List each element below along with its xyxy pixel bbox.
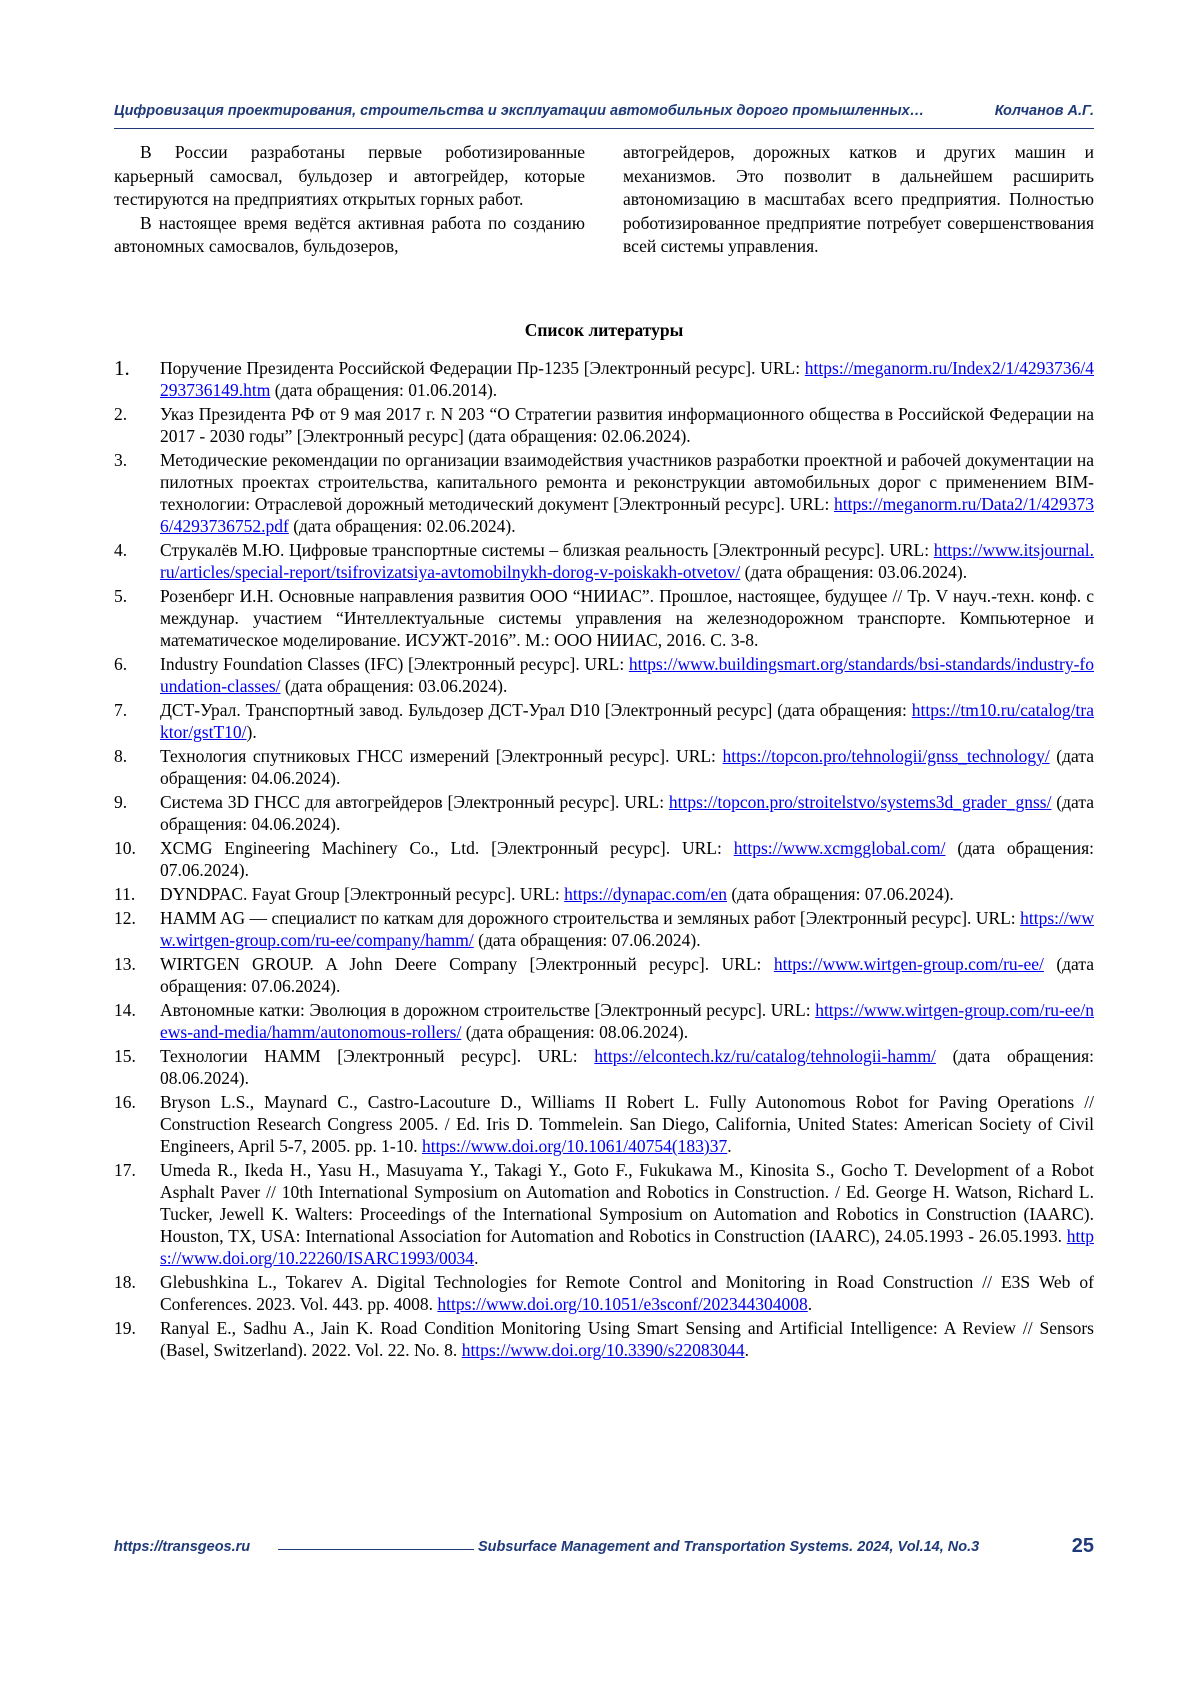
reference-text	[160, 403, 1094, 447]
reference-access-date: (дата обращения: 08.06.2024).	[461, 1022, 688, 1042]
reference-number: 2.	[114, 403, 160, 447]
reference-text	[160, 907, 1094, 951]
reference-text	[160, 585, 1094, 651]
reference-access-date: ).	[247, 722, 257, 742]
reference-access-date: (дата обращения: 04.06.2024).	[160, 746, 1094, 788]
page-number: 25	[1072, 1535, 1094, 1558]
reference-url-link[interactable]: https://dynapac.com/en	[564, 884, 727, 904]
reference-access-date: (дата обращения: 03.06.2024).	[281, 676, 508, 696]
reference-item	[114, 1271, 1094, 1315]
reference-citation: Bryson L.S., Maynard C., Castro-Lacouture D., Williams II Robert L. Fully Autonomous Robot for Paving Operations // Construction Research Congress 2005. / Ed. Iris D. Tommelein. San Diego, California, United States: American Society of Civil Engineers, April 5-7, 2005. pp. 1-10.	[160, 1092, 1094, 1156]
reference-number: 11.	[114, 883, 160, 905]
reference-number: 17.	[114, 1159, 160, 1269]
reference-item	[114, 907, 1094, 951]
intro-paragraph: В настоящее время ведётся активная работа по созданию автономных самосвалов, бульдозеров,	[114, 212, 585, 259]
reference-citation: Поручение Президента Российской Федерации Пр-1235 [Электронный ресурс]. URL:	[160, 358, 805, 378]
reference-text	[160, 837, 1094, 881]
reference-text	[160, 1159, 1094, 1269]
reference-item	[114, 403, 1094, 447]
reference-number: 9.	[114, 791, 160, 835]
reference-item	[114, 699, 1094, 743]
intro-left-column	[114, 141, 585, 259]
reference-access-date: (дата обращения: 03.06.2024).	[740, 562, 967, 582]
footer-journal: Subsurface Management and Transportation Systems. 2024, Vol.14, No.3	[478, 1539, 979, 1555]
reference-citation: XCMG Engineering Machinery Co., Ltd. [Электронный ресурс]. URL:	[160, 838, 734, 858]
reference-text	[160, 1045, 1094, 1089]
reference-url-link[interactable]: https://www.wirtgen-group.com/ru-ee/news-and-media/hamm/autonomous-rollers/	[160, 1000, 1094, 1042]
header-rule	[114, 128, 1094, 129]
reference-number: 4.	[114, 539, 160, 583]
reference-number: 12.	[114, 907, 160, 951]
reference-item	[114, 653, 1094, 697]
reference-number: 15.	[114, 1045, 160, 1089]
reference-text	[160, 745, 1094, 789]
reference-text	[160, 699, 1094, 743]
reference-url-link[interactable]: https://www.wirtgen-group.com/ru-ee/	[774, 954, 1044, 974]
reference-item	[114, 585, 1094, 651]
reference-url-link[interactable]: https://topcon.pro/stroitelstvo/systems3d_grader_gnss/	[669, 792, 1052, 812]
reference-text	[160, 653, 1094, 697]
reference-citation: Glebushkina L., Tokarev A. Digital Technologies for Remote Control and Monitoring in Road Construction // E3S Web of Conferences. 2023. Vol. 443. pp. 4008.	[160, 1272, 1094, 1314]
reference-url-link[interactable]: https://www.doi.org/10.1051/e3sconf/202344304008	[437, 1294, 807, 1314]
reference-access-date: (дата обращения: 04.06.2024).	[160, 792, 1094, 834]
reference-citation: DYNDPAC. Fayat Group [Электронный ресурс]. URL:	[160, 884, 564, 904]
reference-citation: WIRTGEN GROUP. A John Deere Company [Электронный ресурс]. URL:	[160, 954, 774, 974]
reference-url-link[interactable]: https://www.doi.org/10.22260/ISARC1993/0034	[160, 1226, 1094, 1268]
reference-url-link[interactable]: https://www.xcmgglobal.com/	[734, 838, 946, 858]
running-header	[114, 103, 1094, 119]
reference-text	[160, 357, 1094, 401]
reference-access-date: .	[727, 1136, 731, 1156]
reference-number: 8.	[114, 745, 160, 789]
reference-text	[160, 883, 1094, 905]
reference-item	[114, 1159, 1094, 1269]
reference-item	[114, 1091, 1094, 1157]
reference-access-date: .	[745, 1340, 749, 1360]
reference-access-date: .	[474, 1248, 478, 1268]
reference-item	[114, 837, 1094, 881]
reference-access-date: (дата обращения: 07.06.2024).	[474, 930, 701, 950]
reference-url-link[interactable]: https://meganorm.ru/Data2/1/4293736/4293736752.pdf	[160, 494, 1094, 536]
reference-number: 7.	[114, 699, 160, 743]
reference-url-link[interactable]: https://elcontech.kz/ru/catalog/tehnologii-hamm/	[594, 1046, 936, 1066]
reference-text	[160, 1271, 1094, 1315]
reference-number: 1.	[114, 357, 160, 401]
reference-citation: Технологии HAMM [Электронный ресурс]. URL:	[160, 1046, 594, 1066]
reference-number: 16.	[114, 1091, 160, 1157]
reference-url-link[interactable]: https://topcon.pro/tehnologii/gnss_technology/	[723, 746, 1050, 766]
reference-item	[114, 745, 1094, 789]
reference-url-link[interactable]: https://www.doi.org/10.1061/40754(183)37	[422, 1136, 727, 1156]
reference-item	[114, 1317, 1094, 1361]
reference-citation: HAMM AG — специалист по каткам для дорожного строительства и земляных работ [Электронный ресурс]. URL:	[160, 908, 1020, 928]
reference-item	[114, 357, 1094, 401]
reference-url-link[interactable]: https://www.doi.org/10.3390/s22083044	[462, 1340, 745, 1360]
reference-text	[160, 999, 1094, 1043]
reference-citation: Технология спутниковых ГНСС измерений [Электронный ресурс]. URL:	[160, 746, 723, 766]
reference-item	[114, 539, 1094, 583]
reference-access-date: (дата обращения: 07.06.2024).	[160, 838, 1094, 880]
reference-text	[160, 953, 1094, 997]
reference-citation: Система 3D ГНСС для автогрейдеров [Электронный ресурс]. URL:	[160, 792, 669, 812]
reference-number: 10.	[114, 837, 160, 881]
reference-access-date: (дата обращения: 01.06.2014).	[270, 380, 497, 400]
reference-item	[114, 953, 1094, 997]
reference-item	[114, 883, 1094, 905]
footer	[114, 1537, 1094, 1561]
intro-paragraph: В России разработаны первые роботизированные карьерный самосвал, бульдозер и автогрейдер, которые тестируются на предприятиях открытых горных работ.	[114, 141, 585, 212]
reference-number: 19.	[114, 1317, 160, 1361]
reference-number: 14.	[114, 999, 160, 1043]
reference-number: 13.	[114, 953, 160, 997]
reference-citation: Ranyal E., Sadhu A., Jain K. Road Condition Monitoring Using Smart Sensing and Artificial Intelligence: A Review // Sensors (Basel, Switzerland). 2022. Vol. 22. No. 8.	[160, 1318, 1094, 1360]
reference-item	[114, 1045, 1094, 1089]
reference-url-link[interactable]: https://tm10.ru/catalog/traktor/gstT10/	[160, 700, 1094, 742]
reference-text	[160, 449, 1094, 537]
reference-citation: Автономные катки: Эволюция в дорожном строительстве [Электронный ресурс]. URL:	[160, 1000, 815, 1020]
reference-number: 18.	[114, 1271, 160, 1315]
reference-access-date: (дата обращения: 07.06.2024).	[727, 884, 954, 904]
reference-citation: Umeda R., Ikeda H., Yasu H., Masuyama Y., Takagi Y., Goto F., Fukukawa M., Kinosita S., Gocho T. Development of a Robot Asphalt Paver // 10th International Symposium on Automation and Robotics in Construction. / Ed. George H. Watson, Richard L. Tucker, Jewell K. Walters: Proceedings of the International Symposium on Automation and Robotics in Construction (IAARC). Houston, TX, USA: International Association for Automation and Robotics in Construction (IAARC), 24.05.1993 - 26.05.1993.	[160, 1160, 1094, 1246]
header-title: Цифровизация проектирования, строительства и эксплуатации автомобильных дорого промышленных…	[114, 103, 924, 119]
intro-columns	[114, 141, 1094, 259]
reference-access-date: (дата обращения: 02.06.2024).	[289, 516, 516, 536]
reference-item	[114, 449, 1094, 537]
reference-citation: Industry Foundation Classes (IFC) [Электронный ресурс]. URL:	[160, 654, 629, 674]
footer-site-link[interactable]: https://transgeos.ru	[114, 1539, 250, 1555]
reference-url-link[interactable]: https://www.itsjournal.ru/articles/special-report/tsifrovizatsiya-avtomobilnykh-dorog-v-poiskakh-otvetov/	[160, 540, 1094, 582]
reference-access-date: (дата обращения: 08.06.2024).	[160, 1046, 1094, 1088]
intro-paragraph: автогрейдеров, дорожных катков и других машин и механизмов. Это позволит в дальнейшем расширить автономизацию в масштабах всего предприятия. Полностью роботизированное предприятие потребует совершенствования всей системы управления.	[623, 141, 1094, 259]
reference-url-link[interactable]: https://www.buildingsmart.org/standards/bsi-standards/industry-foundation-classes/	[160, 654, 1094, 696]
references-title: Список литературы	[114, 320, 1094, 341]
reference-citation: Методические рекомендации по организации взаимодействия участников разработки проектной и рабочей документации на пилотных проектах строительства, капитального ремонта и реконструкции автомобильных дорог с применением BIM-технологии: Отраслевой дорожный методический документ [Электронный ресурс]. URL:	[160, 450, 1094, 514]
footer-divider	[278, 1549, 474, 1550]
header-author: Колчанов А.Г.	[995, 103, 1094, 119]
reference-text	[160, 1317, 1094, 1361]
reference-url-link[interactable]: https://www.wirtgen-group.com/ru-ee/company/hamm/	[160, 908, 1094, 950]
reference-number: 6.	[114, 653, 160, 697]
reference-item	[114, 999, 1094, 1043]
reference-number: 5.	[114, 585, 160, 651]
reference-number: 3.	[114, 449, 160, 537]
reference-url-link[interactable]: https://meganorm.ru/Index2/1/4293736/4293736149.htm	[160, 358, 1094, 400]
intro-right-column	[623, 141, 1094, 259]
reference-text	[160, 791, 1094, 835]
reference-access-date: .	[808, 1294, 812, 1314]
reference-citation: Указ Президента РФ от 9 мая 2017 г. N 203 “О Стратегии развития информационного общества в Российской Федерации на 2017 - 2030 годы” [Электронный ресурс] (дата обращения: 02.06.2024).	[160, 404, 1094, 446]
reference-item	[114, 791, 1094, 835]
reference-access-date: (дата обращения: 07.06.2024).	[160, 954, 1094, 996]
reference-citation: Розенберг И.Н. Основные направления развития ООО “НИИАС”. Прошлое, настоящее, будущее // Тр. V науч.-техн. конф. с междунар. участием “Интеллектуальные системы управления на железнодорожном транспорте. Компьютерное и математическое моделирование. ИСУЖТ-2016”. М.: ООО НИИАС, 2016. С. 3-8.	[160, 586, 1094, 650]
reference-citation: ДСТ-Урал. Транспортный завод. Бульдозер ДСТ-Урал D10 [Электронный ресурс] (дата обращения:	[160, 700, 912, 720]
reference-text	[160, 1091, 1094, 1157]
page	[0, 0, 1200, 1697]
references-list	[114, 357, 1094, 1363]
reference-citation: Струкалёв М.Ю. Цифровые транспортные системы – близкая реальность [Электронный ресурс]. URL:	[160, 540, 934, 560]
reference-text	[160, 539, 1094, 583]
